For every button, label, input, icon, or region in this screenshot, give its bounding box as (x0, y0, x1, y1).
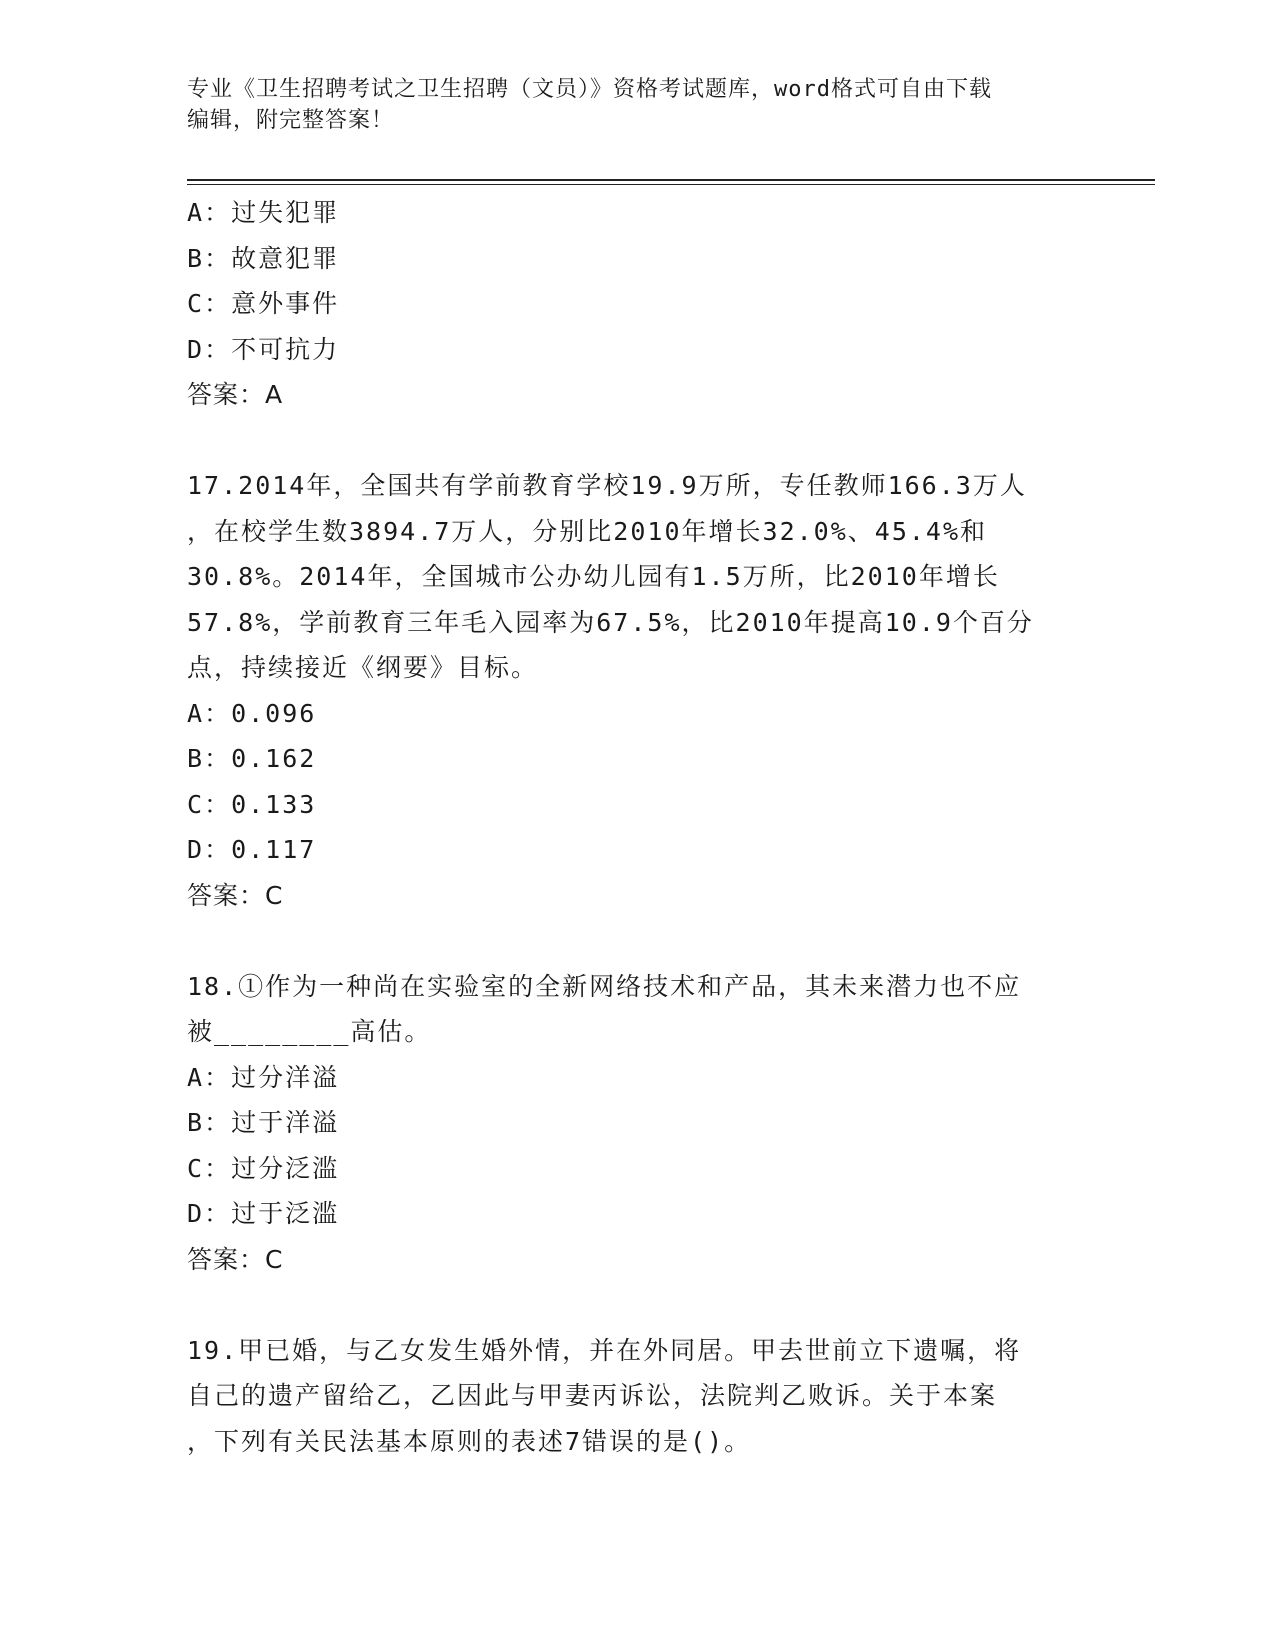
answer-line (187, 372, 1087, 418)
question-stem-line: ，下列有关民法基本原则的表述7错误的是()。 (187, 1426, 752, 1456)
option-separator: ： (204, 835, 232, 864)
option-separator: ： (204, 198, 232, 227)
header-title-line-2: 编辑，附完整答案！ (187, 108, 395, 133)
option-text: 过分泛滥 (231, 1153, 340, 1183)
answer-option (187, 236, 1087, 282)
option-separator: ： (204, 698, 232, 728)
option-text: 过于洋溢 (231, 1108, 340, 1137)
question-stem (187, 964, 1067, 1055)
question-stem-line: 57.8%，学前教育三年毛入园率为67.5%，比2010年提高10.9个百分 (187, 607, 1034, 637)
option-text: 不可抗力 (231, 334, 340, 364)
option-separator: ： (204, 744, 232, 773)
question-stem-line: 点，持续接近《纲要》目标。 (187, 653, 539, 682)
option-separator: ： (204, 1199, 232, 1228)
option-text: 0.117 (231, 835, 317, 864)
option-separator: ： (204, 1153, 232, 1183)
option-text: 0.162 (231, 744, 317, 773)
answer-value: A (265, 380, 284, 409)
answer-option (187, 190, 1087, 236)
option-key: B (187, 243, 205, 273)
answer-option (187, 281, 1087, 327)
answer-line (187, 1237, 1087, 1283)
header-title-line-1: 专业《卫生招聘考试之卫生招聘（文员）》资格考试题库，word格式可自由下载 (187, 77, 992, 102)
header-divider-thick (187, 179, 1155, 181)
question-block (187, 964, 1087, 1328)
answer-line (187, 873, 1087, 919)
header-divider-thin (187, 184, 1155, 185)
answer-option (187, 1146, 1087, 1192)
option-text: 过失犯罪 (231, 198, 340, 227)
block-spacer (187, 418, 1087, 464)
option-key: A (187, 1062, 205, 1092)
option-text: 0.096 (231, 698, 317, 728)
option-text: 故意犯罪 (231, 243, 340, 273)
option-key: D (187, 835, 205, 864)
option-separator: ： (204, 1062, 232, 1092)
answer-value: C (265, 1244, 284, 1274)
document-header (187, 74, 1087, 136)
option-text: 0.133 (231, 789, 317, 819)
option-key: C (187, 1153, 205, 1183)
option-key: C (187, 789, 205, 819)
option-text: 过于泛滥 (231, 1199, 340, 1228)
option-key: A (187, 698, 205, 728)
block-spacer (187, 918, 1087, 964)
answer-option (187, 327, 1087, 373)
question-stem-line: 30.8%。2014年，全国城市公办幼儿园有1.5万所，比2010年增长 (187, 562, 1000, 591)
question-stem-line: ，在校学生数3894.7万人，分别比2010年增长32.0%、45.4%和 (187, 516, 988, 546)
answer-value: C (265, 880, 284, 910)
option-key: B (187, 1108, 205, 1137)
answer-option (187, 691, 1087, 737)
answer-label: 答案： (187, 1244, 266, 1274)
option-key: A (187, 198, 205, 227)
answer-option (187, 1191, 1087, 1237)
option-separator: ： (204, 334, 232, 364)
option-separator: ： (204, 789, 232, 819)
option-key: D (187, 1199, 205, 1228)
question-block (187, 1328, 1087, 1465)
answer-option (187, 827, 1087, 873)
answer-option (187, 1055, 1087, 1101)
option-key: C (187, 289, 205, 318)
block-spacer (187, 1282, 1087, 1328)
answer-option (187, 782, 1087, 828)
question-list (187, 190, 1087, 1464)
option-separator: ： (204, 289, 232, 318)
option-key: B (187, 744, 205, 773)
question-stem-line: 被________高估。 (187, 1017, 432, 1046)
answer-option (187, 1100, 1087, 1146)
option-key: D (187, 334, 205, 364)
option-separator: ： (204, 1108, 232, 1137)
question-block (187, 463, 1087, 964)
answer-option (187, 736, 1087, 782)
option-separator: ： (204, 243, 232, 273)
option-text: 意外事件 (231, 289, 340, 318)
question-stem-line: 18.①作为一种尚在实验室的全新网络技术和产品，其未来潜力也不应 (187, 971, 1022, 1001)
option-text: 过分洋溢 (231, 1062, 340, 1092)
question-stem-line: 19.甲已婚，与乙女发生婚外情，并在外同居。甲去世前立下遗嘱，将 (187, 1335, 1022, 1365)
answer-label: 答案： (187, 380, 266, 409)
answer-label: 答案： (187, 880, 266, 910)
question-stem (187, 463, 1067, 691)
question-block (187, 190, 1087, 463)
question-stem-line: 17.2014年，全国共有学前教育学校19.9万所，专任教师166.3万人 (187, 471, 1027, 500)
question-stem-line: 自己的遗产留给乙，乙因此与甲妻丙诉讼，法院判乙败诉。关于本案 (187, 1381, 998, 1410)
question-stem (187, 1328, 1067, 1465)
